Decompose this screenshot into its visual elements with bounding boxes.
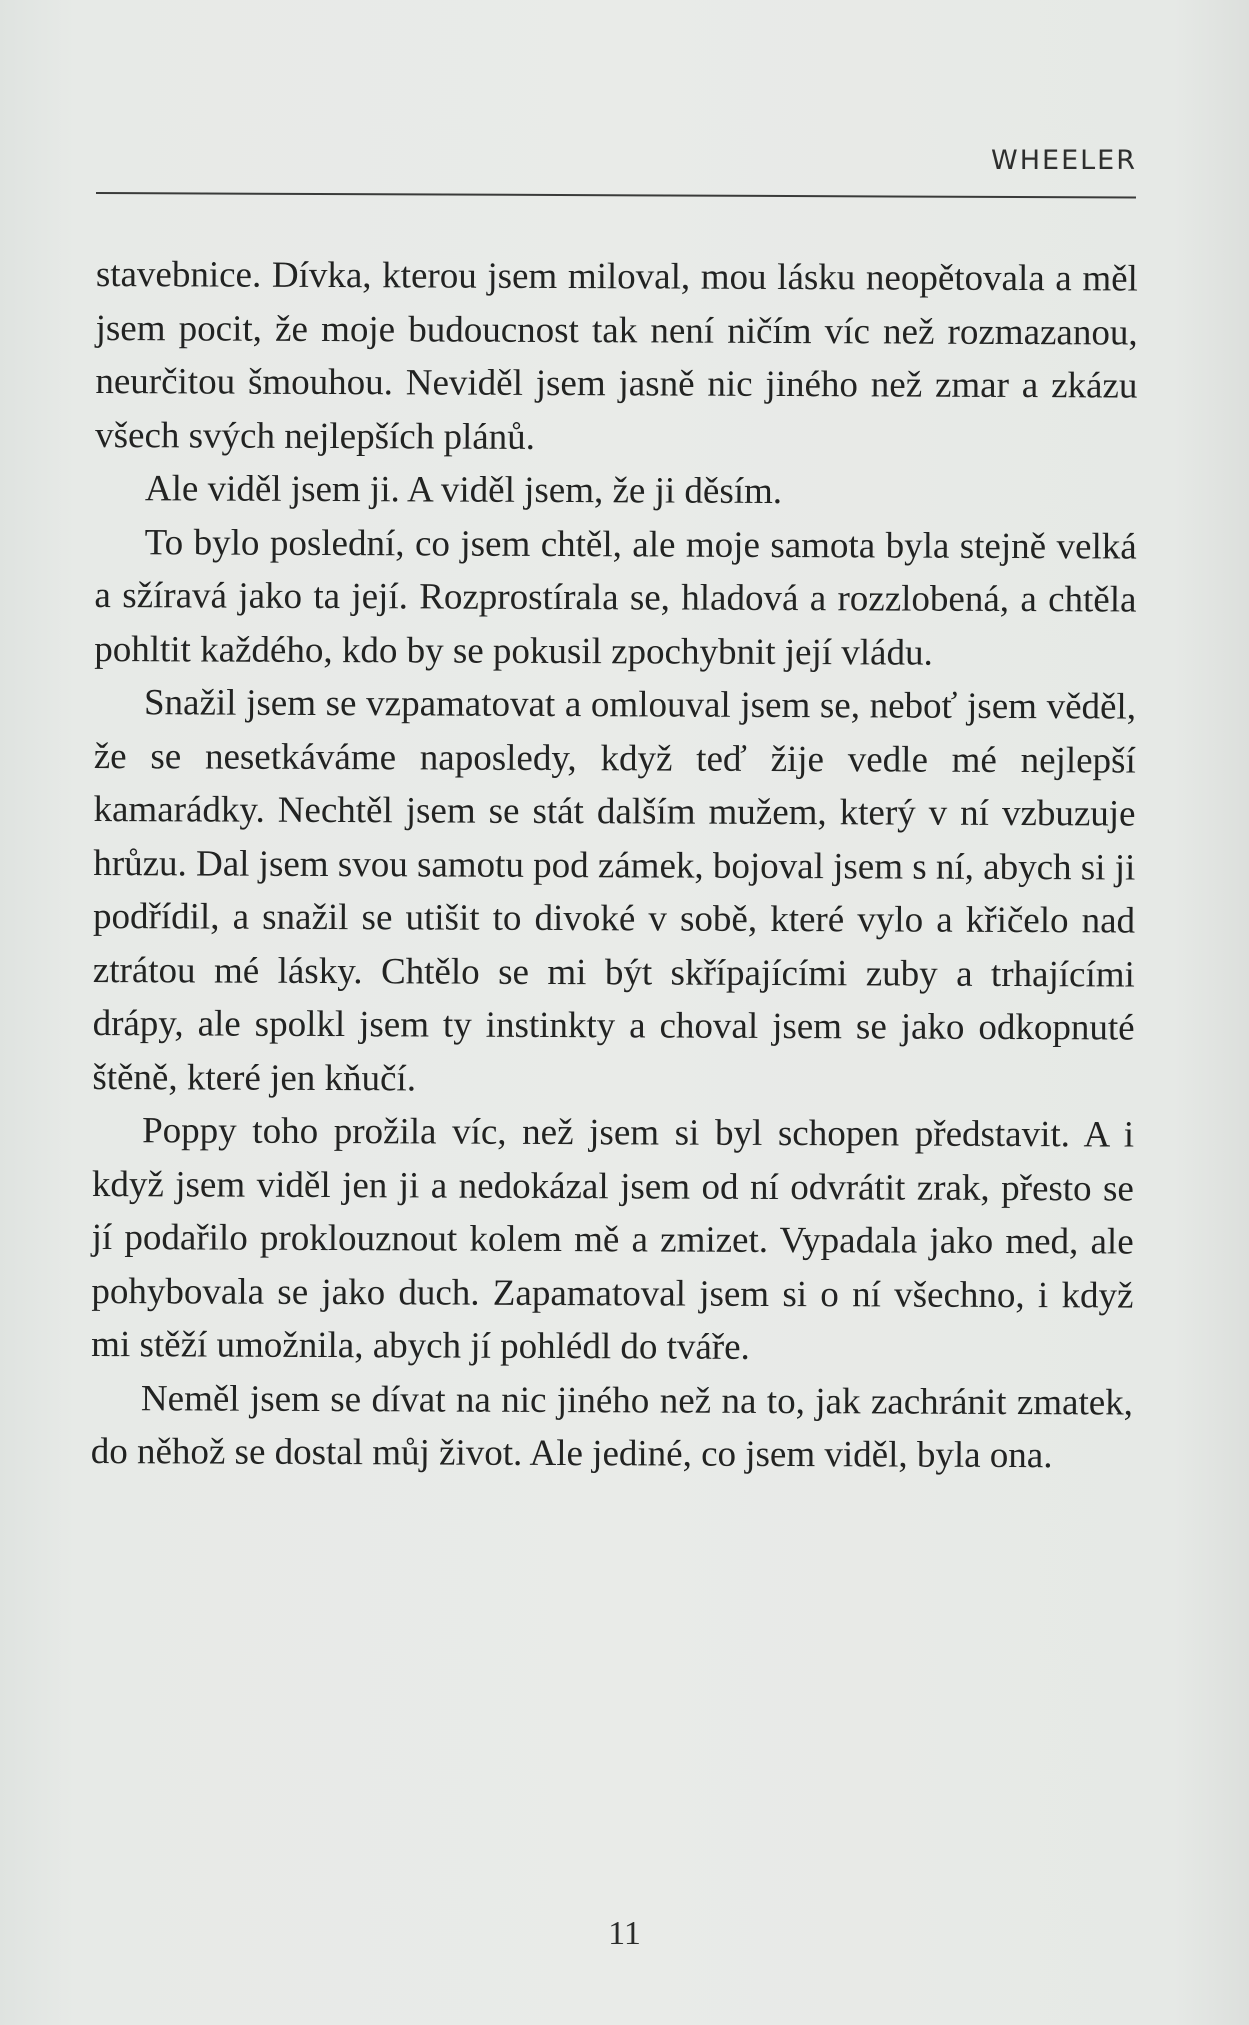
paragraph-5: Poppy toho prožila víc, než jsem si byl schopen představit. A i když jsem viděl jen ji a nedokázal jsem od ní odvrátit zrak, přesto se jí podařilo proklouznout kolem mě a zmizet. Vypadala jako med, ale pohybovala se jako duch. Zapamatoval jsem si o ní všechno, i když mi stěží umožnila, abych jí pohlédl do tváře. xyxy=(91,1110,1135,1368)
paragraph-3: To bylo poslední, co jsem chtěl, ale moje samota byla stejně velká a sžíravá jako ta její. Rozprostírala se, hladová a rozzlobená, a chtěla pohltit každého, kdo by se pokusil zpochybnit její vládu. xyxy=(94,521,1137,674)
body-text xyxy=(91,248,1138,1483)
header-rule xyxy=(96,192,1136,199)
paragraph-4: Snažil jsem se vzpamatovat a omlouval jsem se, neboť jsem věděl, že se nesetkáváme naposledy, když teď žije vedle mé nejlepší kamarádky. Nechtěl jsem se stát dalším mužem, který v ní vzbuzuje hrůzu. Dal jsem svou samotu pod zámek, bojoval jsem s ní, abych si ji podřídil, a snažil se utišit to divoké v sobě, které vylo a křičelo nad ztrátou mé lásky. Chtělo se mi být skřípajícími zuby a trhajícími drápy, ale spolkl jsem ty instinkty a choval jsem se jako odkopnuté štěně, které jen kňučí. xyxy=(92,682,1137,1099)
page-number: 11 xyxy=(608,1915,641,1952)
paragraph-6: Neměl jsem se dívat na nic jiného než na to, jak zachránit zmatek, do něhož se dostal můj život. Ale jediné, co jsem viděl, byla ona. xyxy=(90,1377,1134,1477)
paragraph-2: Ale viděl jsem ji. A viděl jsem, že ji děsím. xyxy=(144,468,783,512)
running-head: WHEELER xyxy=(991,145,1137,176)
paragraph-1: stavebnice. Dívka, kterou jsem miloval, mou lásku neopětovala a měl jsem pocit, že moje budoucnost tak není ničím víc než rozmazanou, neurčitou šmouhou. Neviděl jsem jasně nic jiného než zmar a zkázu všech svých nejlepších plánů. xyxy=(95,253,1138,458)
